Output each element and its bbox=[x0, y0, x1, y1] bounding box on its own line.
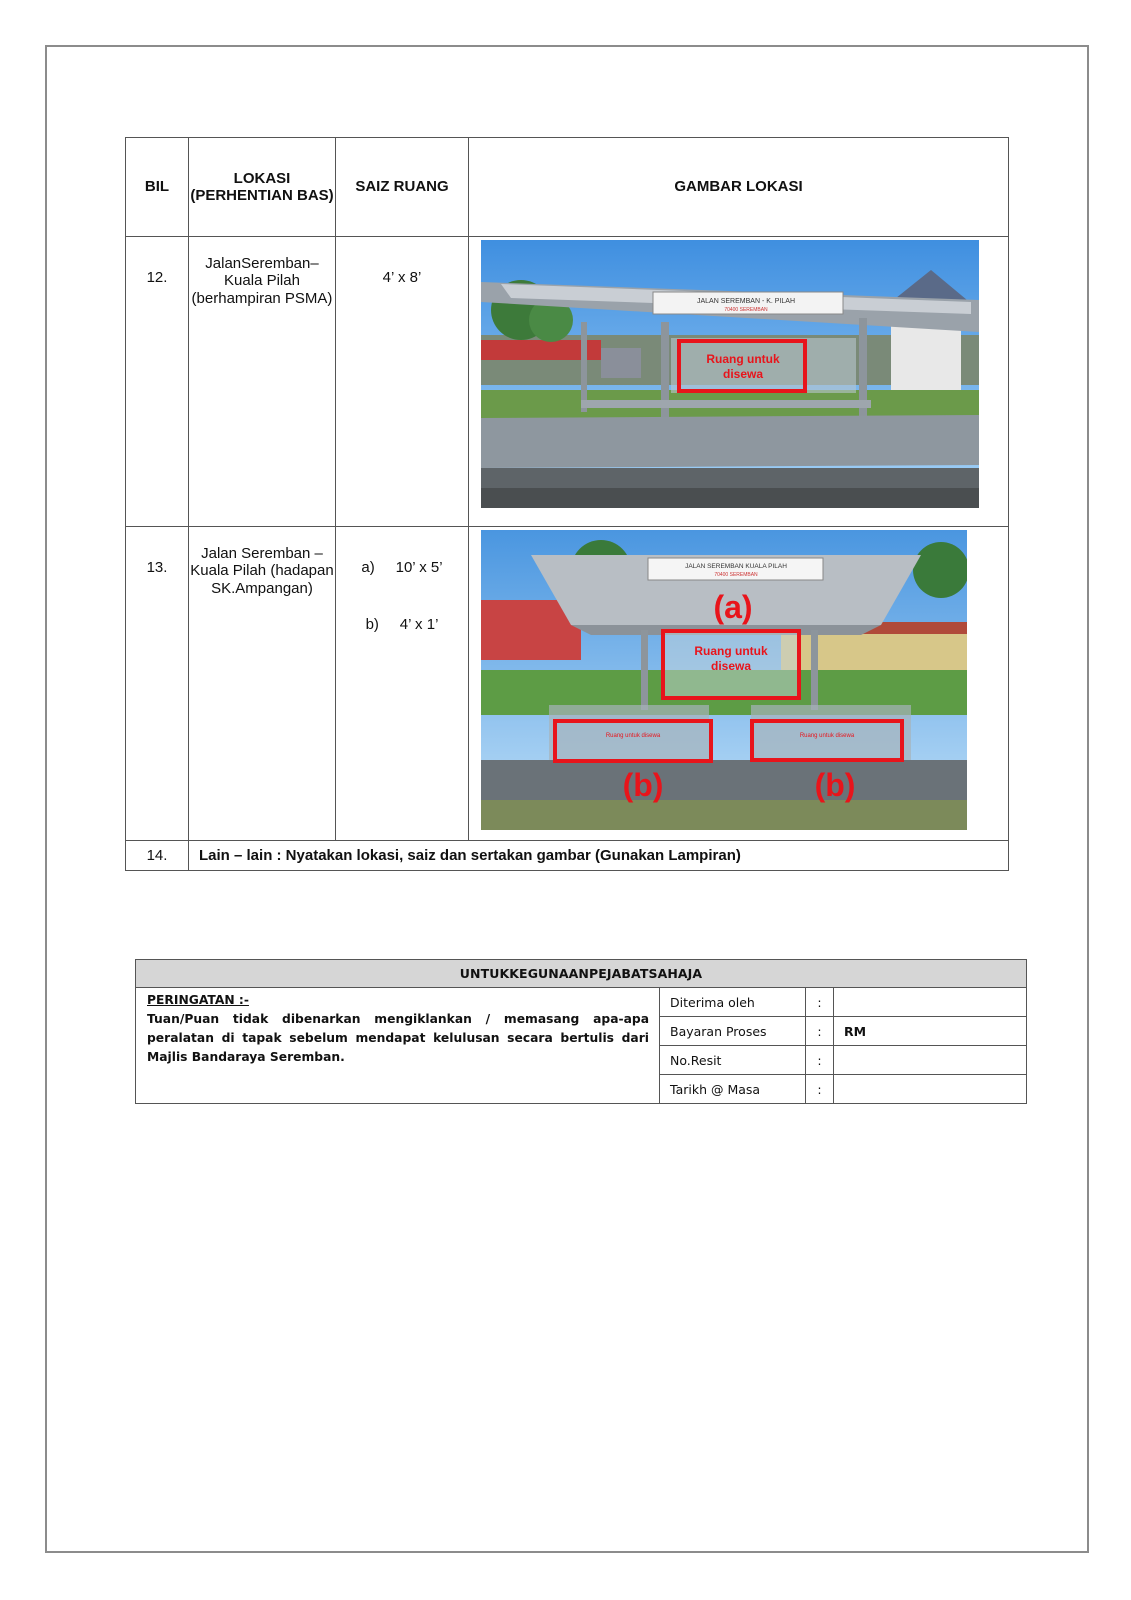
others-note: Lain – lain : Nyatakan lokasi, saiz dan sertakan gambar (Gunakan Lampiran) bbox=[189, 841, 1009, 871]
tag-b-right: (b) bbox=[814, 767, 856, 803]
field-value[interactable]: RM bbox=[844, 1023, 867, 1039]
tag-a: (a) bbox=[713, 589, 753, 625]
size-a: a) 10’ x 5’ bbox=[361, 559, 443, 576]
office-fields bbox=[660, 988, 1026, 1103]
header-gambar: GAMBAR LOKASI bbox=[469, 138, 1009, 237]
sign-subtext: 70400 SEREMBAN bbox=[724, 307, 768, 313]
header-saiz: SAIZ RUANG bbox=[336, 138, 469, 237]
table-row bbox=[126, 841, 1009, 871]
office-use-box bbox=[135, 959, 1027, 1104]
header-lokasi: LOKASI (PERHENTIAN BAS) bbox=[189, 138, 336, 237]
sign-text: JALAN SEREMBAN KUALA PILAH bbox=[685, 563, 787, 570]
ad-space-label-line1: Ruang untuk bbox=[706, 352, 780, 366]
location-photo-cell bbox=[469, 237, 1009, 527]
office-use-title: UNTUKKEGUNAANPEJABATSAHAJA bbox=[136, 960, 1026, 988]
header-bil: BIL bbox=[126, 138, 189, 237]
row-number: 14. bbox=[126, 841, 189, 871]
field-colon: : bbox=[806, 988, 834, 1016]
row-location: JalanSeremban– Kuala Pilah (berhampiran PSMA) bbox=[189, 237, 336, 527]
bus-stop-photo-13 bbox=[481, 530, 967, 830]
field-row-bayaran bbox=[660, 1017, 1026, 1046]
ad-space-label-line2: disewa bbox=[710, 659, 752, 673]
small-label-right: Ruang untuk disewa bbox=[799, 733, 855, 739]
row-number: 13. bbox=[126, 527, 189, 841]
row-number: 12. bbox=[126, 237, 189, 527]
table-header-row bbox=[126, 138, 1009, 237]
sign-text: JALAN SEREMBAN - K. PILAH bbox=[696, 298, 796, 305]
tag-b-left: (b) bbox=[622, 767, 664, 803]
location-photo-cell bbox=[469, 527, 1009, 841]
ad-space-label-line2: disewa bbox=[722, 367, 764, 381]
warning-text: Tuan/Puan tidak dibenarkan mengiklankan / memasang apa-apa peralatan di tapak sebelum mendapat kelulusan secara bertulis dari Majlis Bandaraya Seremban. bbox=[147, 1012, 649, 1064]
warning-block bbox=[136, 988, 660, 1103]
row-size bbox=[336, 527, 469, 841]
bus-stop-photo-12 bbox=[481, 240, 979, 508]
field-label: Diterima oleh bbox=[660, 988, 806, 1016]
field-label: Bayaran Proses bbox=[660, 1017, 806, 1045]
field-row-resit bbox=[660, 1046, 1026, 1075]
field-row-tarikh bbox=[660, 1075, 1026, 1103]
sign-subtext: 70400 SEREMBAN bbox=[714, 572, 758, 578]
field-label: No.Resit bbox=[660, 1046, 806, 1074]
field-colon: : bbox=[806, 1017, 834, 1045]
warning-title: PERINGATAN :- bbox=[147, 993, 249, 1007]
field-label: Tarikh @ Masa bbox=[660, 1075, 806, 1103]
ad-space-label-line1: Ruang untuk bbox=[694, 644, 768, 658]
row-size: 4’ x 8’ bbox=[336, 237, 469, 527]
field-row-diterima bbox=[660, 988, 1026, 1017]
row-location: Jalan Seremban – Kuala Pilah (hadapan SK.Ampangan) bbox=[189, 527, 336, 841]
small-label-left: Ruang untuk disewa bbox=[605, 733, 661, 739]
size-b: b) 4’ x 1’ bbox=[365, 616, 439, 633]
field-colon: : bbox=[806, 1075, 834, 1103]
field-colon: : bbox=[806, 1046, 834, 1074]
table-row bbox=[126, 527, 1009, 841]
bus-stop-table bbox=[125, 137, 1009, 871]
table-row bbox=[126, 237, 1009, 527]
